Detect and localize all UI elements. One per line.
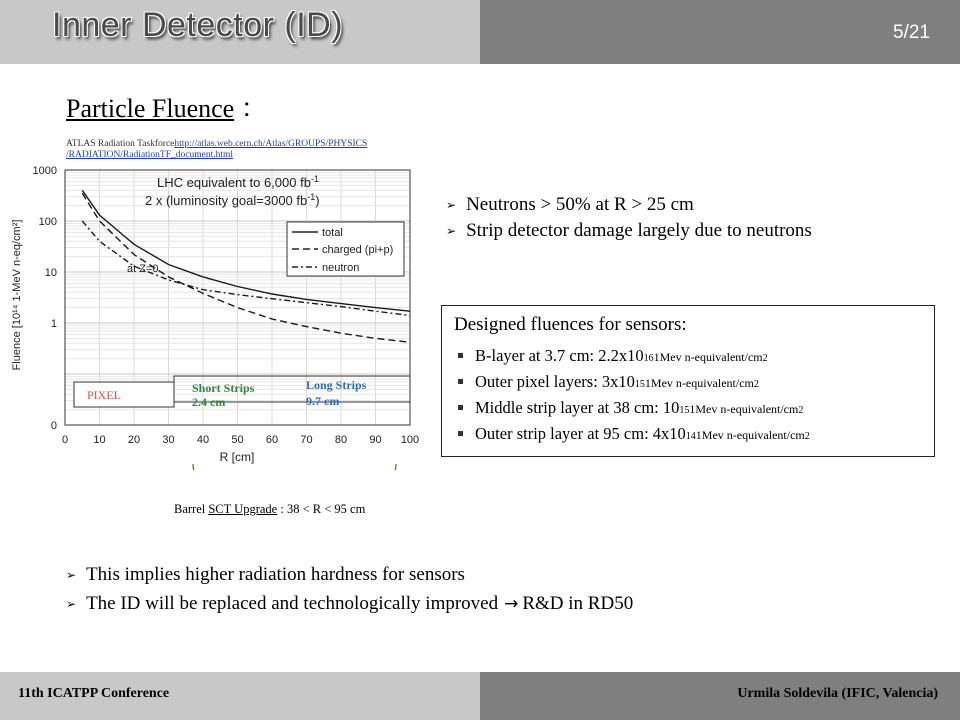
chart-annotation-line1: LHC equivalent to 6,000 $fb^{-1}$ [157,174,319,190]
region-label-long-strips-pitch: 9.7 cm [306,394,340,408]
fluence-exponent: 14 [685,431,696,442]
list-item [446,192,812,218]
fluence-unit-exponent: 2 [753,379,759,390]
list-item [66,560,633,589]
chart-annotation-line2: 2 x (luminosity goal=3000 $fb^{-1}$) [145,192,320,208]
x-tick-label: 10 [93,434,106,446]
legend-label-charged: charged (pi+p) [322,244,394,256]
fluence-unit-exponent: 2 [804,431,810,442]
x-tick-labels [62,434,419,446]
designed-fluences-box [441,305,935,457]
x-tick-label: 20 [127,434,141,446]
list-item [446,218,812,244]
fluence-text: Outer strip layer at 95 cm: 4x10 [475,424,686,443]
barrel-caption-suffix: : 38 < R < 95 cm [277,502,366,516]
list-item [458,346,768,366]
arrowhead-bullet-icon: ➢ [446,198,457,212]
designed-fluences-title: Designed fluences for sensors: [454,314,687,335]
arrowhead-bullet-icon: ➢ [66,567,77,582]
source-link-part1[interactable]: http://atlas.web.cern.ch/Atlas/GROUPS/PHYSICS [174,139,368,149]
barrel-caption [174,502,365,517]
region-label-pixel: PIXEL [87,388,121,402]
header-right-panel [480,0,960,64]
fluence-unit-exponent: 2 [762,353,768,364]
square-bullet-icon [458,431,463,436]
x-tick-label: 70 [300,434,313,446]
barrel-brace [193,464,396,470]
y-axis-label: Fluence [10¹⁴ 1-MeV n-eq/cm²] [11,219,23,371]
x-tick-label: 50 [231,434,244,446]
y-tick-label: 100 [38,216,57,228]
fluence-exponent: 15 [634,379,645,390]
section-heading-suffix: ： [240,94,267,123]
fluence-unit: 1Mev n-equivalent/cm [644,376,754,390]
list-item [458,424,810,444]
bullet-text: This implies higher radiation hardness for sensors [86,563,465,585]
region-label-short-strips-pitch: 2.4 cm [192,395,226,409]
x-tick-label: 30 [162,434,175,446]
bullet-text: Strip detector damage largely due to neutrons [466,220,812,241]
x-tick-label: 0 [61,434,69,446]
square-bullet-icon [458,405,463,410]
x-tick-label: 60 [265,434,279,446]
bullet-text-continued: R&D in RD50 [522,592,634,614]
fluence-unit: 1Mev n-equivalent/cm [689,402,799,416]
fluence-text: Middle strip layer at 38 cm: 10 [475,398,680,417]
bullet-text: The ID will be replaced and technologically improved [86,592,499,614]
fluence-chart [0,150,440,470]
fluence-text: Outer pixel layers: 3x10 [475,372,635,391]
page-number: 5/21 [893,22,930,43]
chart-z-label: at Z=0 [127,263,159,275]
fluence-unit: 1Mev n-equivalent/cm [695,428,805,442]
fluence-exponent: 16 [643,353,654,364]
region-label-short-strips: Short Strips [192,381,255,395]
x-axis-label: R [cm] [219,450,255,464]
arrowhead-bullet-icon: ➢ [446,224,457,238]
y-tick-label: 1 [50,318,57,330]
list-item [458,372,759,392]
legend-label-total: total [322,227,343,239]
x-tick-label: 40 [196,434,210,446]
fluence-unit: 1Mev n-equivalent/cm [653,350,763,364]
source-prefix: ATLAS Radiation Taskforce [66,139,175,149]
legend-label-neutron: neutron [322,262,360,274]
y-tick-label: 0 [50,420,57,432]
key-findings-list [446,192,812,244]
source-link-part2[interactable]: /RADIATION/RadiationTF_document.html [66,150,234,160]
y-tick-label: 1000 [32,165,57,177]
barrel-caption-prefix: Barrel [174,502,209,516]
fluence-text: B-layer at 3.7 cm: 2.2x10 [475,346,644,365]
arrowhead-bullet-icon: ➢ [66,596,77,611]
fluence-exponent: 15 [679,405,690,416]
section-heading [66,88,267,125]
section-heading-text: Particle Fluence [66,94,235,123]
fluence-unit-exponent: 2 [798,405,804,416]
x-tick-label: 100 [400,434,420,446]
barrel-caption-underlined: SCT Upgrade [208,502,278,516]
slide-title: Inner Detector (ID) [52,6,344,44]
y-tick-label: 10 [44,267,57,279]
y-tick-labels [33,165,57,432]
list-item [66,589,633,618]
list-item [458,398,803,418]
footer-author: Urmila Soldevila (IFIC, Valencia) [737,686,938,701]
region-label-long-strips: Long Strips [306,378,367,392]
bullet-text: Neutrons > 50% at R > 25 cm [466,194,694,215]
x-tick-label: 80 [334,434,348,446]
square-bullet-icon [458,353,463,358]
conclusions-list [66,560,633,618]
square-bullet-icon [458,379,463,384]
x-tick-label: 90 [369,434,382,446]
right-arrow-icon: → [504,593,519,614]
footer-conference: 11th ICATPP Conference [18,686,170,701]
